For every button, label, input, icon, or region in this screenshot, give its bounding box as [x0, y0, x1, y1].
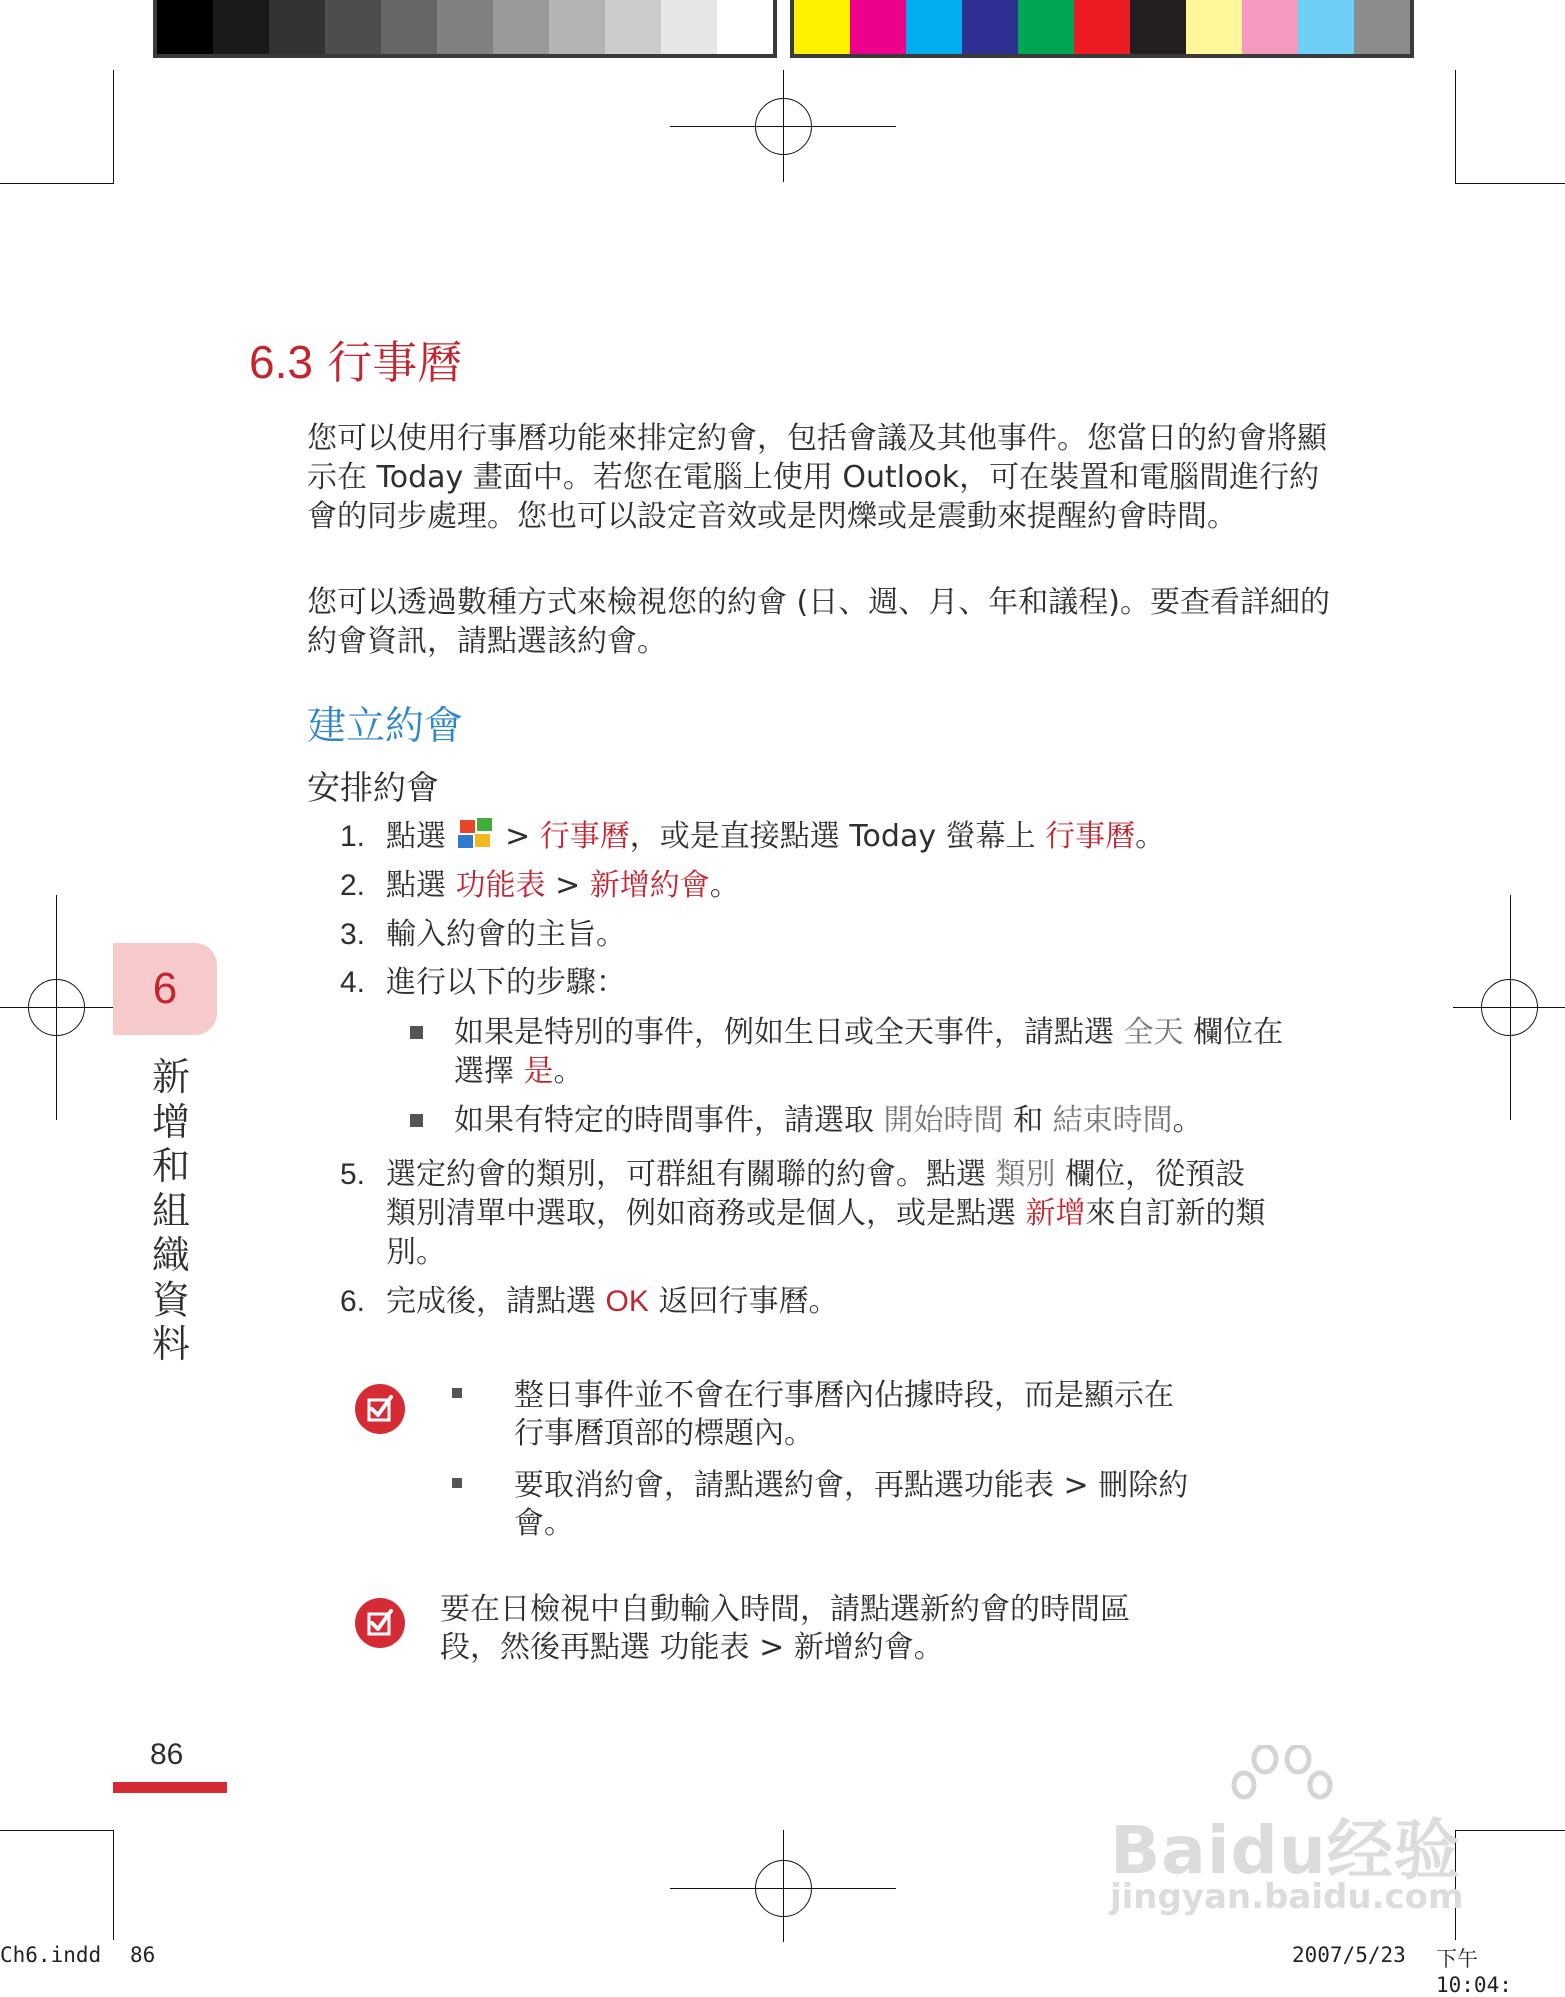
- note-check-icon: [355, 1384, 405, 1434]
- chapter-tab: 6: [113, 943, 217, 1035]
- bullet-icon: [410, 1114, 423, 1127]
- subsubheading: 安排約會: [307, 768, 439, 807]
- step-6: 6. 完成後，請點選 OK 返回行事曆。: [340, 1284, 839, 1319]
- section-title-text: 行事曆: [327, 336, 463, 389]
- bullet-icon: [452, 1388, 462, 1398]
- footer-page: 86: [130, 1943, 156, 1967]
- subheading: 建立約會: [307, 704, 464, 749]
- menu-link: 功能表: [455, 868, 546, 903]
- new-appointment-link: 新增約會: [589, 868, 710, 903]
- bullet-icon: [452, 1478, 462, 1488]
- step-4: 4. 進行以下的步驟：: [340, 965, 626, 1000]
- step-1: 1. 點選 > 行事曆，或是直接點選 Today 螢幕上 行事曆。: [340, 819, 1166, 854]
- page-number: 86: [150, 1738, 184, 1771]
- step-3: 3. 輸入約會的主旨。: [340, 917, 626, 952]
- bullet-list-item: 如果是特別的事件，例如生日或全天事件，請點選 全天 欄位在 選擇 是。: [410, 1013, 1340, 1091]
- calendar-link: 行事曆: [539, 819, 630, 854]
- crop-mark: [113, 1830, 114, 1940]
- crop-mark: [1455, 70, 1456, 184]
- calendar-link: 行事曆: [1045, 819, 1136, 854]
- note-1-item: 整日事件並不會在行事曆內佔據時段，而是顯示在 行事曆頂部的標題內。: [452, 1377, 1252, 1453]
- crop-mark: [0, 1830, 113, 1831]
- baidu-watermark: [1110, 1745, 1490, 1915]
- watermark-url: jingyan.baidu.com: [1110, 1877, 1464, 1917]
- chapter-vertical-title: 新 增 和 組 織 資 料: [151, 1055, 190, 1366]
- bullet-list-item: 如果有特定的時間事件，請選取 開始時間 和 結束時間。: [410, 1101, 1340, 1140]
- note-check-icon: [355, 1598, 405, 1648]
- section-number: 6.3: [249, 336, 313, 388]
- intro-paragraph-2: 您可以透過數種方式來檢視您的約會 (日、週、月、年和議程)。要查看詳細的約會資訊，請點選該約會。: [307, 585, 1330, 659]
- step-2: 2. 點選 功能表 > 新增約會。: [340, 868, 740, 903]
- intro-paragraph-1: 您可以使用行事曆功能來排定約會，包括會議及其他事件。您當日的約會將顯示在 Today 畫面中。若您在電腦上使用 Outlook，可在裝置和電腦間進行約會的同步處理。您也可以設定音效或是閃爍或是震動來提醒約會時間。: [307, 421, 1327, 534]
- page-number-rule: [113, 1782, 227, 1793]
- crop-mark: [113, 70, 114, 184]
- section-title: [249, 326, 462, 391]
- crop-mark: [0, 183, 113, 184]
- note-2: 要在日檢視中自動輸入時間，請點選新約會的時間區 段，然後再點選 功能表 > 新增約會。: [440, 1592, 1130, 1665]
- bullet-icon: [410, 1026, 423, 1039]
- footer-filename: Ch6.indd: [0, 1943, 102, 1967]
- footer-time: 下午 10:04:: [1436, 1947, 1512, 1997]
- note-1-item: 要取消約會，請點選約會，再點選功能表 > 刪除約 會。: [452, 1467, 1252, 1543]
- crop-mark: [1455, 183, 1565, 184]
- windows-start-icon[interactable]: [458, 818, 494, 850]
- watermark-brand: Baidu经验: [1110, 1812, 1461, 1889]
- footer-date: 2007/5/23: [1292, 1943, 1406, 1967]
- step-5: 5. 選定約會的類別，可群組有關聯的約會。點選 類別 欄位，從預設 類別清單中選取，例如商務或是個人，或是點選 新增來自訂新的類 別。: [340, 1157, 1266, 1270]
- ok-link: OK: [605, 1285, 649, 1318]
